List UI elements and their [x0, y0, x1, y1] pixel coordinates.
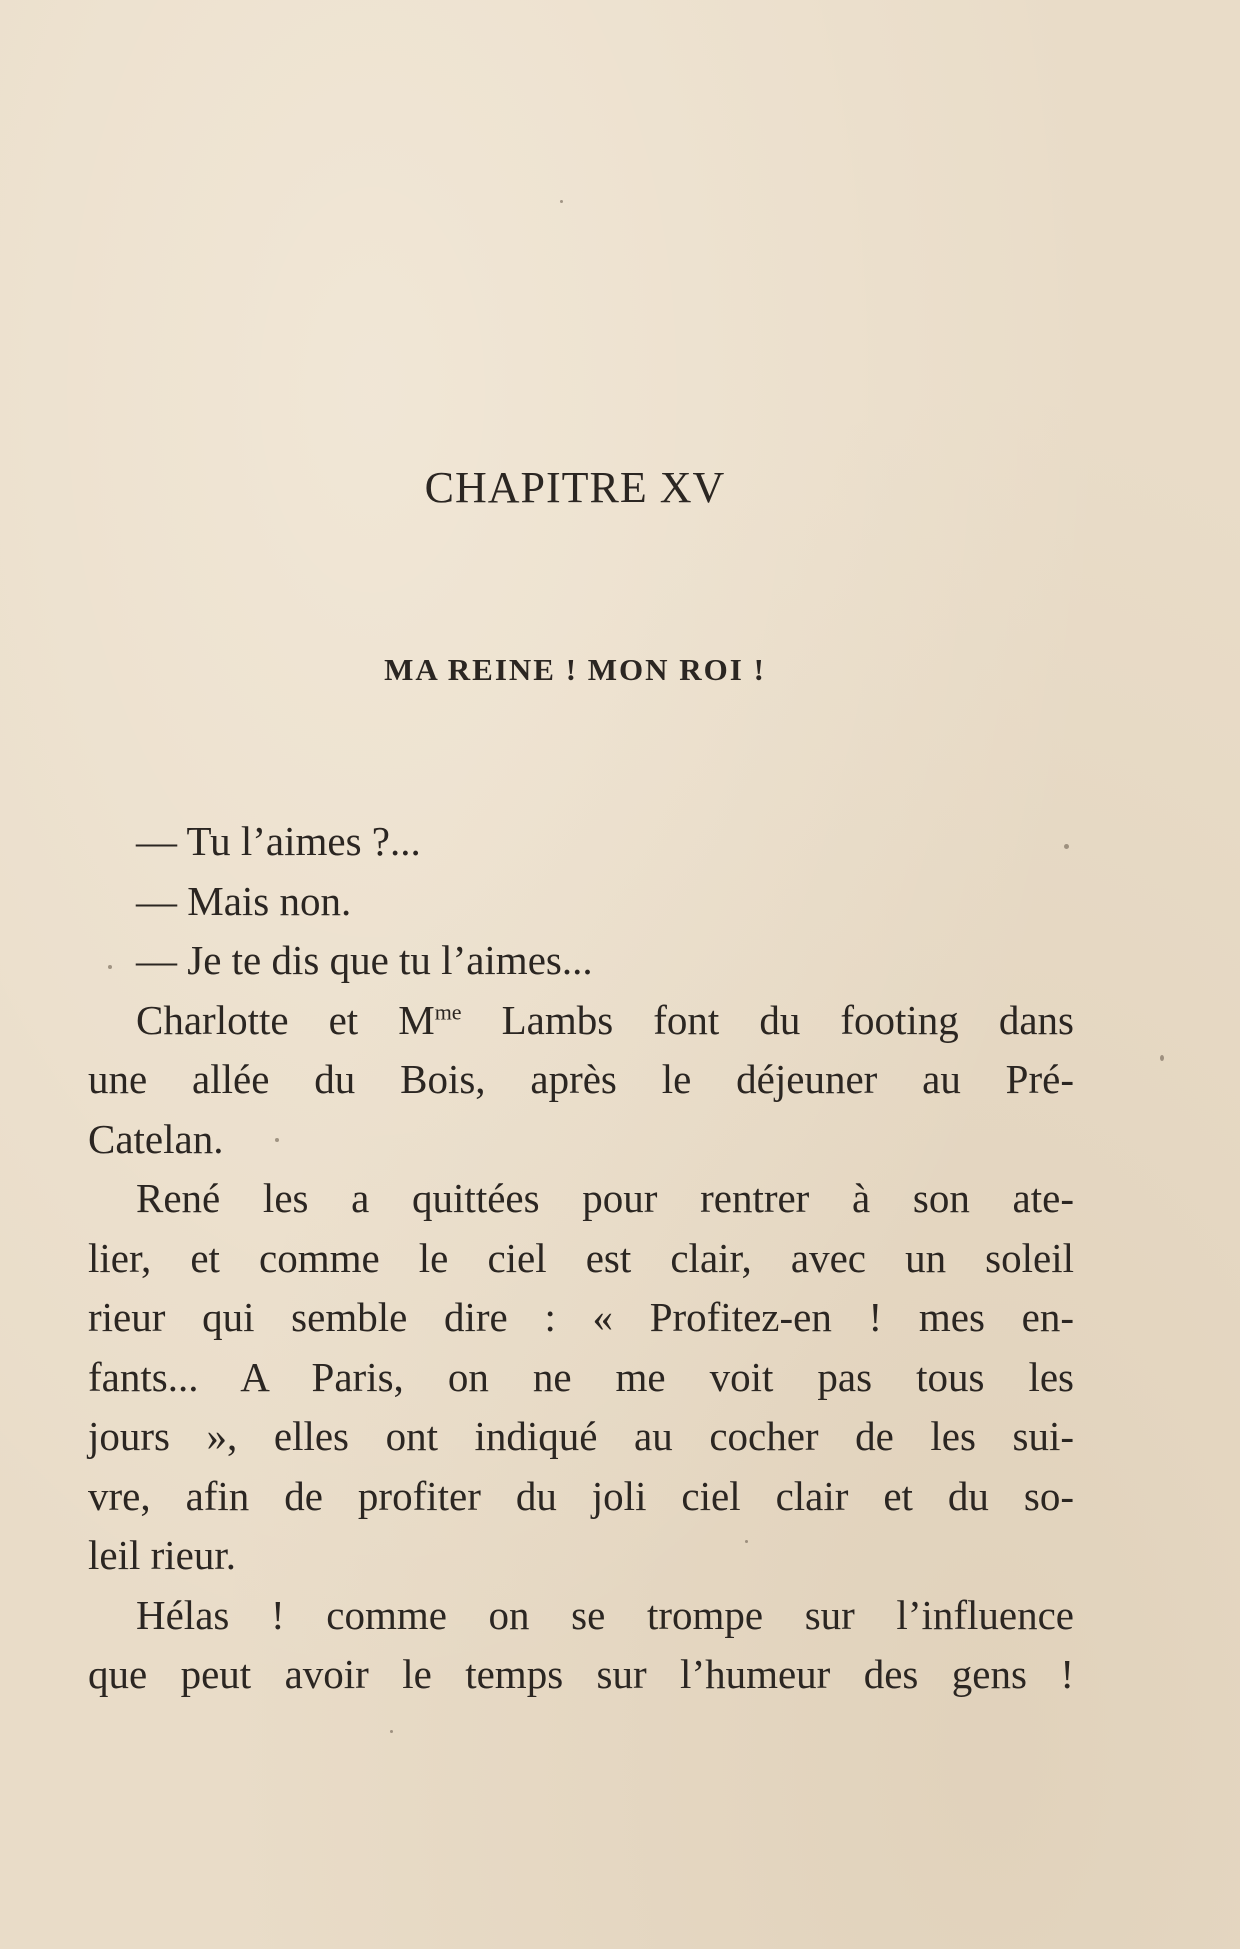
superscript-abbrev: me	[434, 998, 462, 1024]
paragraph-line: une allée du Bois, après le déjeuner au Pré-	[88, 1056, 1074, 1102]
paragraph-line: Catelan.	[88, 1115, 224, 1162]
paragraph-line: jours », elles ont indiqué au cocher de les sui-	[88, 1413, 1074, 1459]
chapter-subtitle: MA REINE ! MON ROI !	[384, 652, 766, 687]
paper-speck	[560, 200, 563, 203]
dialogue-line: — Tu l’aimes ?...	[136, 818, 421, 864]
paragraph-line: lier, et comme le ciel est clair, avec un soleil	[88, 1234, 1074, 1281]
paragraph-line	[88, 991, 1074, 1051]
paper-speck	[1064, 844, 1069, 849]
chapter-title: CHAPITRE XV	[424, 463, 726, 512]
paragraph-line: vre, afin de profiter du joli ciel clair et du so-	[88, 1472, 1074, 1519]
paragraph-line: fants... A Paris, on ne me voit pas tous les	[88, 1353, 1074, 1400]
paper-speck	[275, 1138, 279, 1142]
paper-speck	[1160, 1055, 1164, 1061]
paper-speck	[108, 965, 112, 969]
paper-speck	[745, 1540, 748, 1543]
dialogue-line: — Mais non.	[136, 877, 352, 924]
paragraph-line: que peut avoir le temps sur l’humeur des gens !	[88, 1651, 1074, 1697]
paper-speck	[390, 1730, 393, 1733]
body-text	[88, 812, 1074, 1705]
paragraph-line: René les a quittées pour rentrer à son ate-	[136, 1175, 1074, 1221]
text-fragment: Charlotte et M	[136, 996, 435, 1043]
text-fragment: Lambs font du footing dans	[461, 996, 1074, 1043]
dialogue-line: — Je te dis que tu l’aimes...	[136, 937, 593, 983]
paragraph-line: Hélas ! comme on se trompe sur l’influence	[136, 1591, 1074, 1638]
paragraph-line: leil rieur.	[88, 1532, 237, 1578]
paragraph-line: rieur qui semble dire : « Profitez-en ! mes en-	[88, 1294, 1074, 1340]
